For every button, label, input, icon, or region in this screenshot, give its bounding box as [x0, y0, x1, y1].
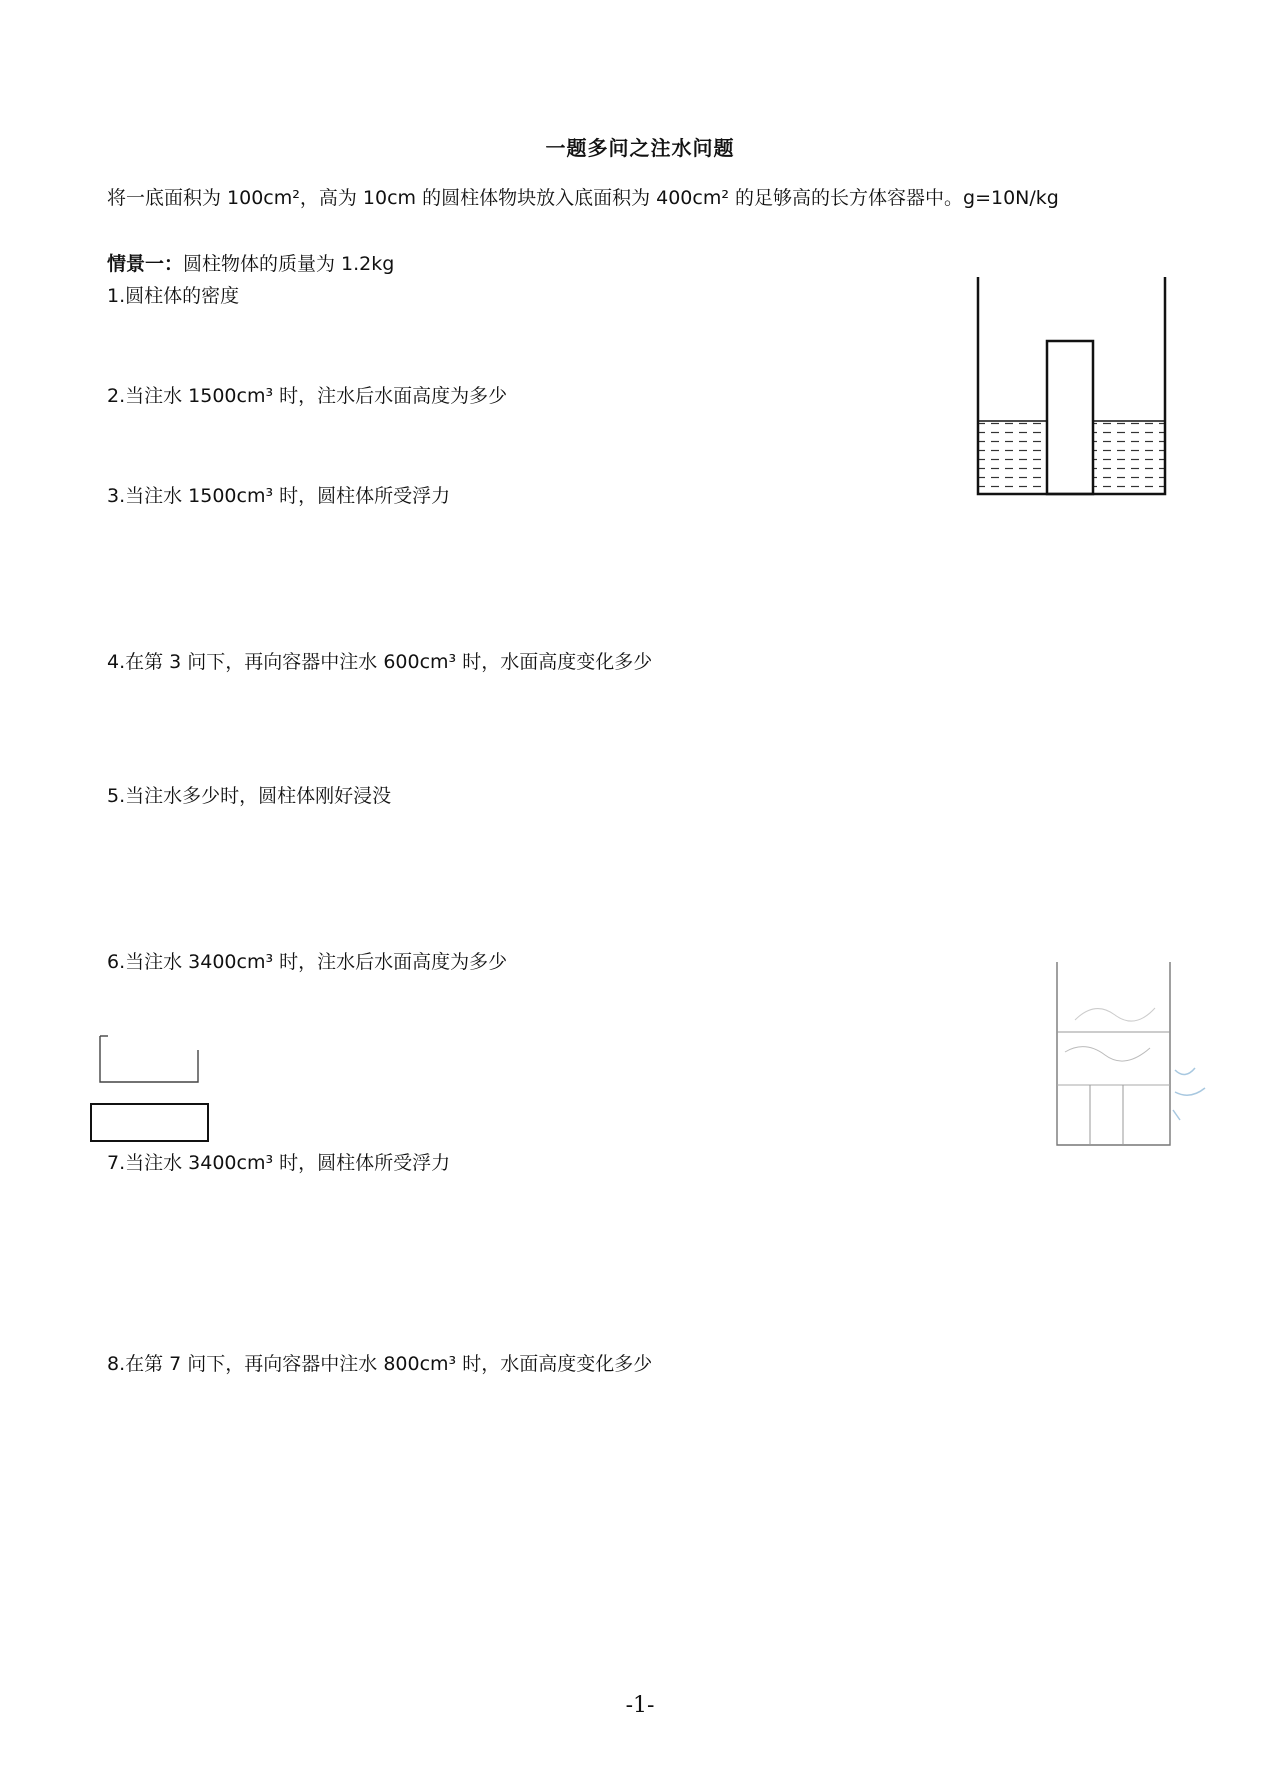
scenario-heading — [107, 249, 394, 276]
question-3: 3.当注水 1500cm³ 时，圆柱体所受浮力 — [107, 485, 451, 507]
scenario-label: 情景一： — [107, 253, 184, 275]
question-6: 6.当注水 3400cm³ 时，注水后水面高度为多少 — [107, 951, 508, 973]
block-diagram — [88, 1030, 213, 1145]
question-1: 1.圆柱体的密度 — [107, 285, 240, 307]
container-diagram — [975, 275, 1170, 500]
question-5: 5.当注水多少时，圆柱体刚好浸没 — [107, 785, 392, 807]
question-2: 2.当注水 1500cm³ 时，注水后水面高度为多少 — [107, 385, 508, 407]
water-left — [978, 421, 1047, 494]
question-4: 4.在第 3 问下，再向容器中注水 600cm³ 时，水面高度变化多少 — [107, 651, 653, 673]
question-8: 8.在第 7 问下，再向容器中注水 800cm³ 时，水面高度变化多少 — [107, 1353, 653, 1375]
problem-intro: 将一底面积为 100cm²，高为 10cm 的圆柱体物块放入底面积为 400cm² 的足够高的长方体容器中。g=10N/kg — [107, 187, 1059, 209]
water-right — [1093, 421, 1165, 494]
cylinder-block — [1047, 341, 1093, 494]
page-title: 一题多问之注水问题 — [545, 136, 735, 160]
scenario-text: 圆柱物体的质量为 1.2kg — [183, 253, 395, 275]
question-7: 7.当注水 3400cm³ 时，圆柱体所受浮力 — [107, 1152, 451, 1174]
faint-container-diagram — [1045, 960, 1245, 1155]
page-number: -1- — [625, 1693, 655, 1718]
